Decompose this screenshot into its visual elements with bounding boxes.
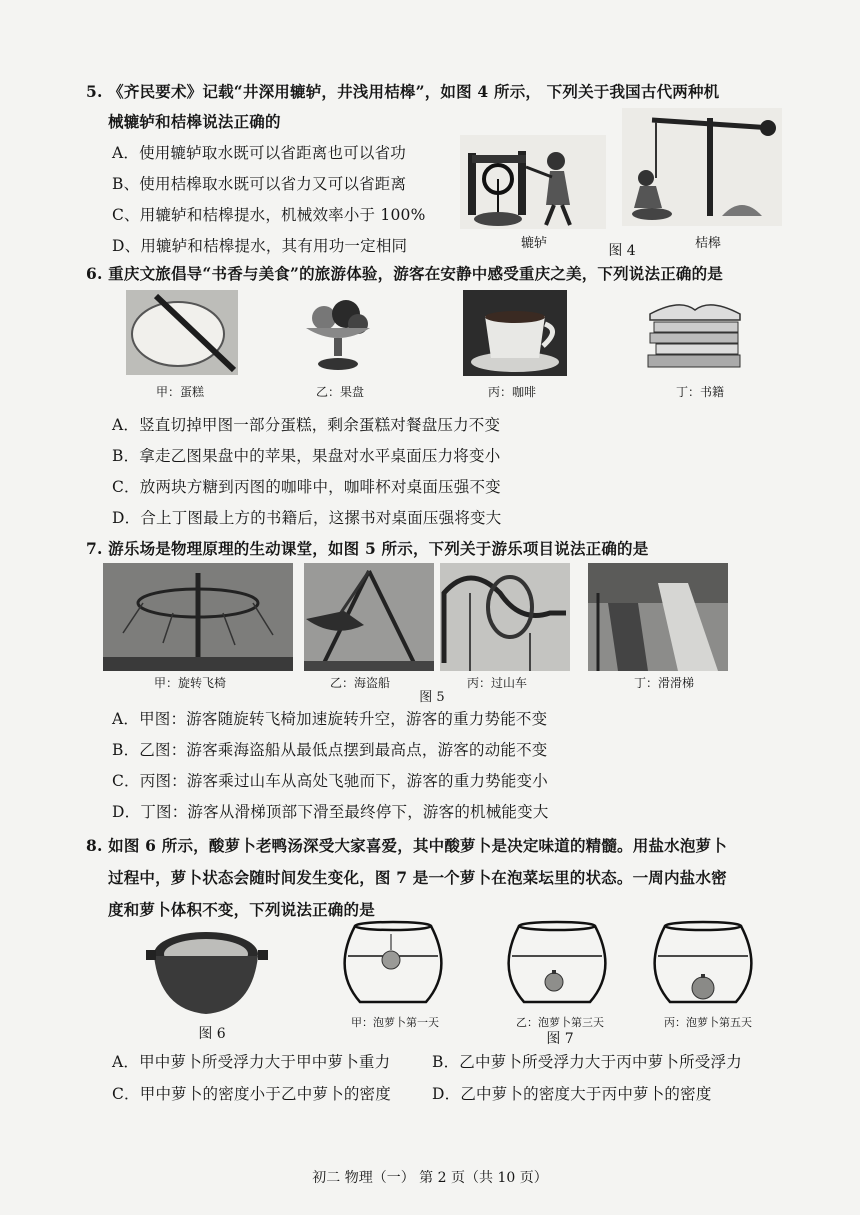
fig4-label: 图 4 bbox=[608, 243, 636, 259]
q8-stem-line3: 度和萝卜体积不变，下列说法正确的是 bbox=[108, 900, 375, 919]
books-photo bbox=[640, 292, 750, 374]
jar-day5-illustration bbox=[648, 920, 758, 1012]
q5-option-b: B、使用桔槔取水既可以省力又可以省距离 bbox=[112, 175, 407, 193]
q8-option-d: D．乙中萝卜的密度大于丙中萝卜的密度 bbox=[432, 1085, 712, 1103]
jar-day3-illustration bbox=[502, 920, 612, 1012]
jar-caption-day3: 乙：泡萝卜第三天 bbox=[516, 1016, 604, 1029]
q7-option-c: C．丙图：游客乘过山车从高处飞驰而下，游客的重力势能变小 bbox=[112, 772, 548, 790]
cake-photo bbox=[126, 290, 238, 375]
fig4-caption-well-sweep: 桔槔 bbox=[694, 236, 721, 251]
page-footer: 初二 物理（一） 第 2 页（共 10 页） bbox=[312, 1170, 548, 1186]
q8-option-a: A．甲中萝卜所受浮力大于甲中萝卜重力 bbox=[112, 1053, 391, 1071]
coffee-photo bbox=[463, 290, 567, 376]
pirate-ship-photo bbox=[304, 563, 434, 671]
q7-caption-ding: 丁：滑滑梯 bbox=[633, 676, 694, 690]
fruit-plate-photo bbox=[302, 290, 374, 374]
q6-option-c: C．放两块方糖到丙图的咖啡中，咖啡杯对桌面压强不变 bbox=[112, 478, 501, 496]
q6-stem: 6. 重庆文旅倡导“书香与美食”的旅游体验，游客在安静中感受重庆之美，下列说法正确的是 bbox=[86, 264, 724, 283]
q7-option-a: A．甲图：游客随旋转飞椅加速旋转升空，游客的重力势能不变 bbox=[112, 710, 548, 728]
q6-caption-ding: 丁：书籍 bbox=[675, 385, 724, 399]
fig7-label: 图 7 bbox=[546, 1031, 574, 1047]
q7-caption-yi: 乙：海盗船 bbox=[329, 676, 390, 690]
q8-option-b: B．乙中萝卜所受浮力大于丙中萝卜所受浮力 bbox=[432, 1053, 742, 1071]
jar-day1-illustration bbox=[338, 920, 448, 1012]
q7-option-d: D．丁图：游客从滑梯顶部下滑至最终停下，游客的机械能变大 bbox=[112, 803, 549, 821]
q5-option-c: C、用辘轳和桔槔提水，机械效率小于 100% bbox=[112, 206, 426, 224]
q5-stem-line2: 械辘轳和桔槔说法正确的 bbox=[108, 112, 281, 131]
q6-caption-jia: 甲：蛋糕 bbox=[155, 385, 204, 399]
q6-caption-yi: 乙：果盘 bbox=[315, 385, 364, 399]
q5-stem-line1: 5. 《齐民要术》记载“井深用辘轳，井浅用桔槔”，如图 4 所示， 下列关于我国古代两种机 bbox=[86, 82, 720, 101]
q6-caption-bing: 丙：咖啡 bbox=[487, 385, 536, 399]
jar-caption-day1: 甲：泡萝卜第一天 bbox=[351, 1016, 439, 1029]
fig6-label: 图 6 bbox=[198, 1026, 226, 1042]
well-sweep-illustration bbox=[622, 108, 782, 226]
roller-coaster-photo bbox=[440, 563, 570, 671]
q8-stem-line1: 8. 如图 6 所示，酸萝卜老鸭汤深受大家喜爱，其中酸萝卜是决定味道的精髓。用盐水泡萝卜 bbox=[86, 836, 727, 855]
q6-option-a: A．竖直切掉甲图一部分蛋糕，剩余蛋糕对餐盘压力不变 bbox=[112, 416, 501, 434]
jar-caption-day5: 丙：泡萝卜第五天 bbox=[664, 1016, 752, 1029]
q7-caption-jia: 甲：旋转飞椅 bbox=[153, 676, 226, 690]
fig5-label: 图 5 bbox=[419, 690, 445, 705]
q8-stem-line2: 过程中，萝卜状态会随时间发生变化，图 7 是一个萝卜在泡菜坛里的状态。一周内盐水密 bbox=[108, 868, 727, 887]
duck-soup-photo bbox=[146, 922, 268, 1020]
q6-option-b: B．拿走乙图果盘中的苹果，果盘对水平桌面压力将变小 bbox=[112, 447, 501, 465]
q7-option-b: B．乙图：游客乘海盗船从最低点摆到最高点，游客的动能不变 bbox=[112, 741, 548, 759]
slide-photo bbox=[588, 563, 728, 671]
swing-ride-photo bbox=[103, 563, 293, 671]
q7-stem: 7. 游乐场是物理原理的生动课堂，如图 5 所示，下列关于游乐项目说法正确的是 bbox=[86, 539, 649, 558]
q5-option-a: A．使用辘轳取水既可以省距离也可以省功 bbox=[112, 144, 406, 162]
fig4-caption-windlass: 辘轳 bbox=[520, 236, 547, 251]
q6-option-d: D．合上丁图最上方的书籍后，这摞书对桌面压强将变大 bbox=[112, 509, 502, 527]
q5-option-d: D、用辘轳和桔槔提水，其有用功一定相同 bbox=[112, 237, 408, 255]
windlass-illustration bbox=[458, 133, 608, 231]
q7-caption-bing: 丙：过山车 bbox=[466, 676, 527, 690]
q8-option-c: C．甲中萝卜的密度小于乙中萝卜的密度 bbox=[112, 1085, 391, 1103]
